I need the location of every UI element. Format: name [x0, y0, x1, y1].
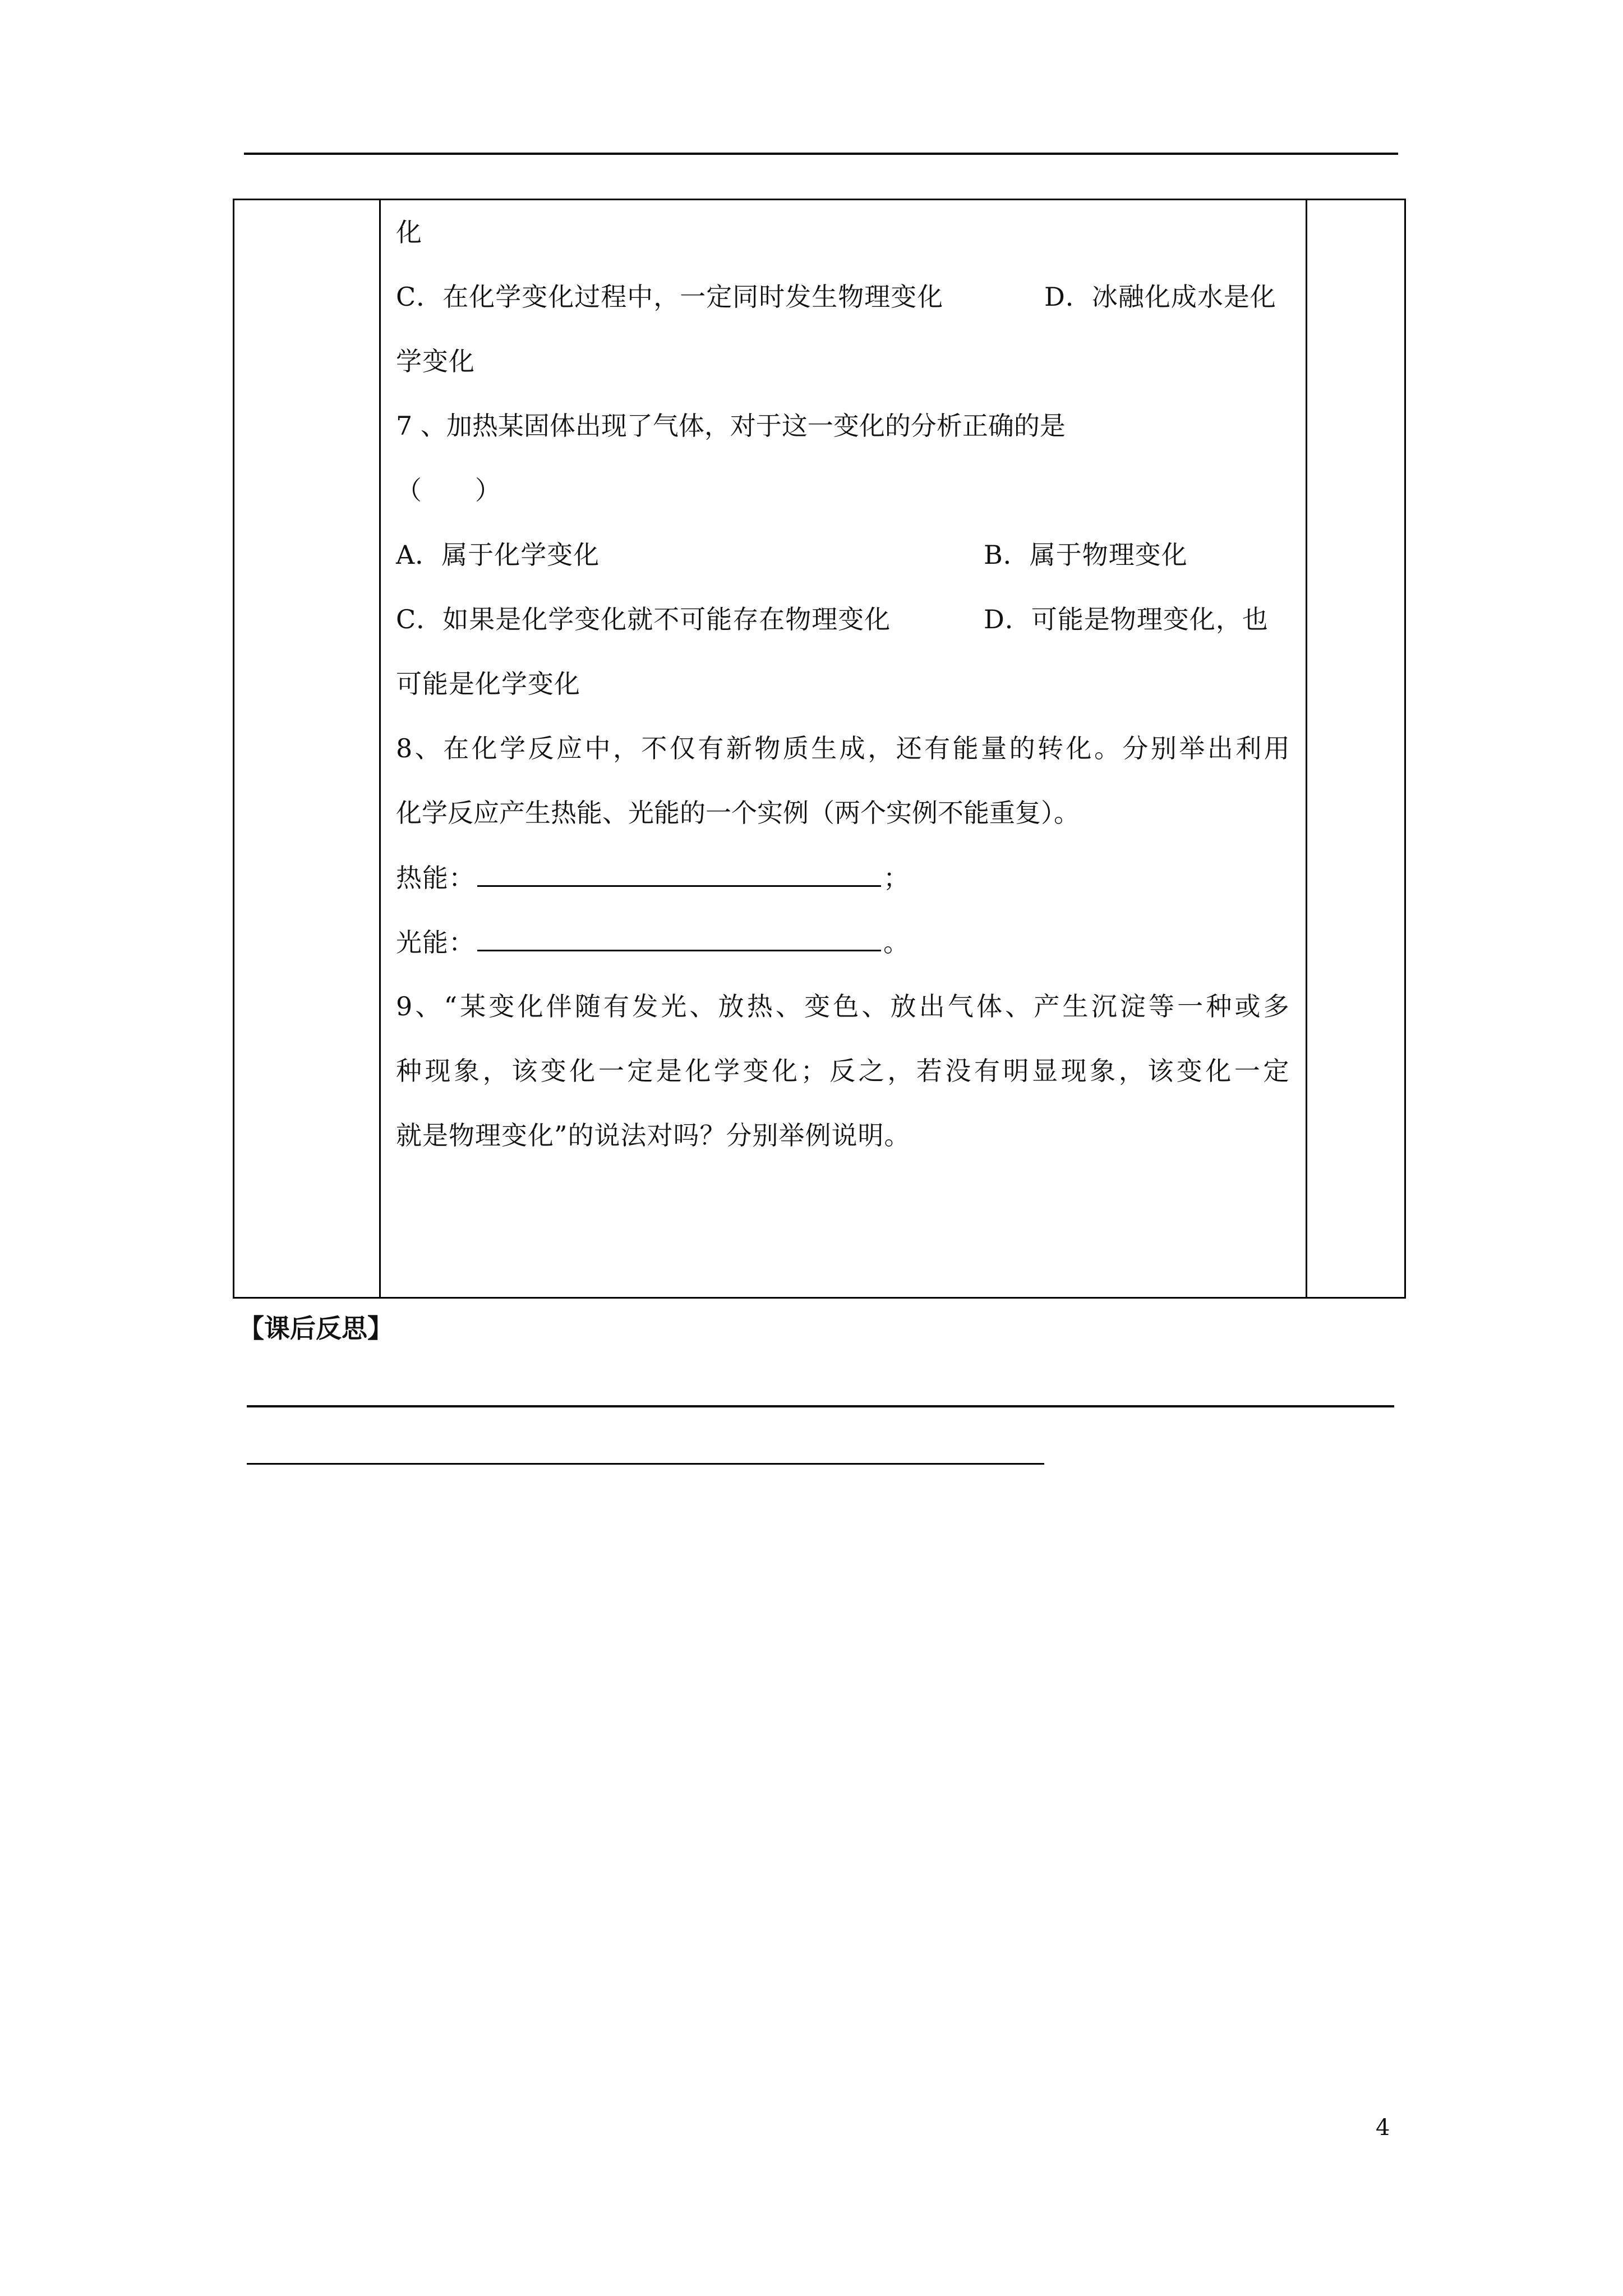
continued-text: 化: [396, 217, 422, 247]
table-divider-right: [1306, 200, 1307, 1297]
reflection-write-line: [247, 1405, 1394, 1407]
question-9: 9、“某变化伴随有发光、放热、变色、放出气体、产生沉淀等一种或多: [396, 991, 1292, 1022]
q7-options-ab: [396, 538, 1299, 572]
question-7: 7 、加热某固体出现了气体，对于这一变化的分析正确的是: [396, 411, 1066, 441]
light-energy-row: [396, 925, 910, 959]
heat-energy-blank[interactable]: [477, 861, 881, 887]
page-number: 4: [1376, 2115, 1390, 2141]
q7-option-c: C．如果是化学变化就不可能存在物理变化: [396, 604, 891, 634]
q7-options-cd: [396, 602, 1299, 636]
question-9-cont-2: 就是物理变化”的说法对吗？分别举例说明。: [396, 1120, 911, 1151]
header-rule: [244, 153, 1398, 155]
question-8-cont: 化学反应产生热能、光能的一个实例（两个实例不能重复）。: [396, 798, 1080, 828]
q7-option-d: D．可能是物理变化，也: [984, 604, 1269, 634]
reflection-heading: 【课后反思】: [238, 1313, 393, 1343]
table-divider-left: [379, 200, 381, 1297]
exercise-table: [233, 199, 1406, 1299]
light-energy-label: 光能：: [396, 927, 475, 958]
q7-option-b: B．属于物理变化: [984, 540, 1188, 570]
light-energy-blank[interactable]: [477, 925, 881, 951]
question-9-cont-1: 种现象，该变化一定是化学变化；反之，若没有明显现象，该变化一定: [396, 1056, 1292, 1086]
q6-option-c: C．在化学变化过程中，一定同时发生物理变化: [396, 282, 944, 312]
heat-energy-label: 热能：: [396, 863, 475, 893]
light-energy-end: 。: [883, 927, 910, 958]
q7-option-a: A．属于化学变化: [396, 540, 600, 570]
q6-option-d-cont: 学变化: [396, 346, 475, 376]
question-7-brackets: （ ）: [396, 475, 501, 505]
q7-option-d-cont: 可能是化学变化: [396, 669, 580, 699]
q6-option-d: D．冰融化成水是化: [1044, 282, 1276, 312]
reflection-write-line: [247, 1463, 1044, 1465]
heat-energy-end: ；: [883, 863, 910, 893]
question-8: 8、在化学反应中，不仅有新物质生成，还有能量的转化。分别举出利用: [396, 733, 1293, 763]
q6-option-c-row: [396, 280, 1299, 314]
heat-energy-row: [396, 861, 910, 895]
